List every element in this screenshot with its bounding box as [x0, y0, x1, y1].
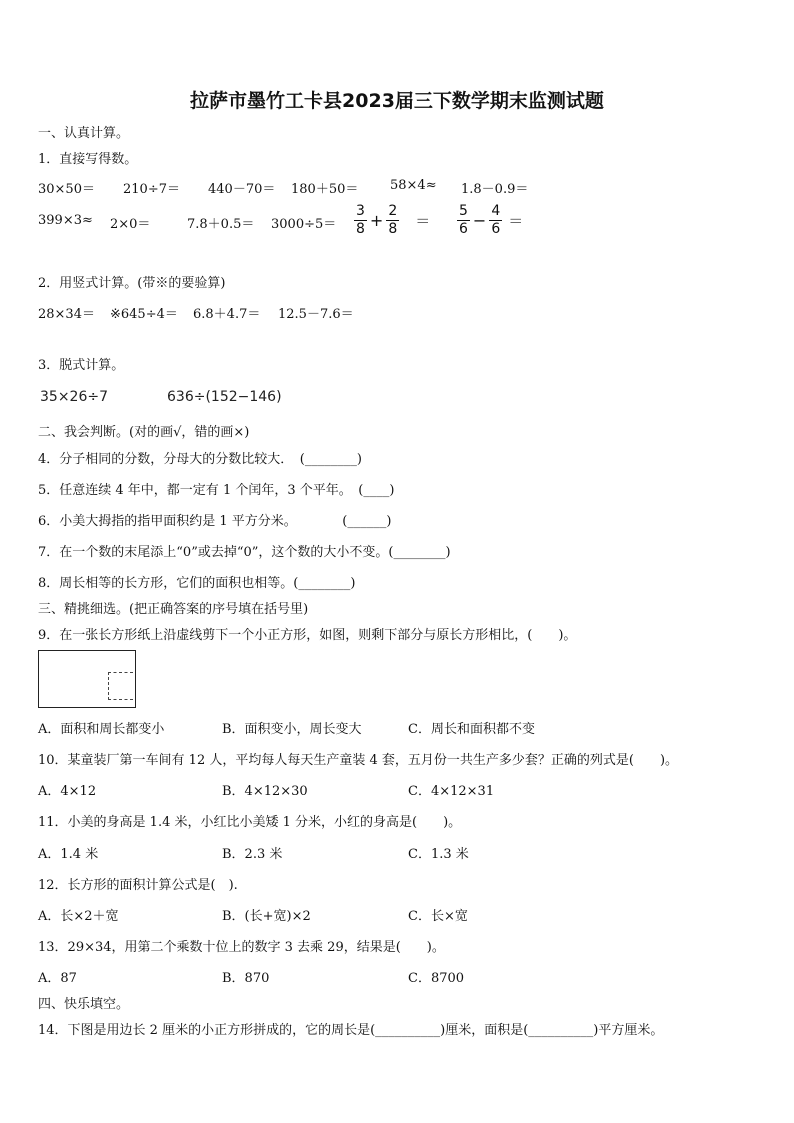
q12-option-c: C．长×宽 [408, 909, 468, 924]
q1-item: 399×3≈ [38, 213, 93, 228]
question-10-label: 10．某童装厂第一车间有 12 人，平均每人每天生产童装 4 套，五月份一共生产多少套？正确的列式是( )。 [38, 753, 679, 768]
q11-option-b: B．2.3 米 [222, 847, 283, 862]
question-14: 14．下图是用边长 2 厘米的小正方形拼成的，它的周长是(__________)厘米，面积是(__________)平方厘米。 [38, 1023, 664, 1038]
section-2-heading: 二、我会判断。(对的画√，错的画×) [38, 425, 250, 440]
q1-item: 1.8－0.9＝ [461, 182, 529, 197]
q1-item: 58×4≈ [390, 178, 437, 193]
q1-item: 210÷7＝ [123, 182, 180, 197]
q9-option-b: B．面积变小，周长变大 [222, 722, 362, 737]
q10-option-a: A．4×12 [38, 784, 97, 799]
question-12-label: 12．长方形的面积计算公式是( ). [38, 878, 238, 893]
question-5: 5．任意连续 4 年中，都一定有 1 个闰年，3 个平年。 (____) [38, 483, 395, 498]
q9-option-c: C．周长和面积都不变 [408, 722, 535, 737]
fraction: $\frac{4}{6}$ [491, 203, 501, 237]
q1-item: 180＋50＝ [291, 182, 359, 197]
fraction: $\frac{2}{8}$ [388, 203, 398, 237]
q11-option-c: C．1.3 米 [408, 847, 469, 862]
question-4: 4．分子相同的分数，分母大的分数比较大． (________) [38, 452, 362, 467]
fraction: $\frac{3}{8}$ [356, 203, 365, 237]
question-2-label: 2．用竖式计算。(带※的要验算) [38, 276, 226, 291]
q13-option-b: B．870 [222, 971, 270, 986]
q12-option-b: B．(长+宽)×2 [222, 909, 311, 924]
question-13-label: 13．29×34，用第二个乘数十位上的数字 3 去乘 29，结果是( )。 [38, 940, 445, 955]
q13-option-a: A．87 [38, 971, 77, 986]
q2-item: ※645÷4＝ [110, 307, 178, 322]
question-7: 7．在一个数的末尾添上“0”或去掉“0”，这个数的大小不变。(________) [38, 545, 451, 560]
q1-item: 2×0＝ [110, 217, 151, 232]
q2-item: 12.5－7.6＝ [278, 307, 354, 322]
q3-item: 35×26÷7 [40, 389, 108, 405]
q12-option-a: A．长×2＋宽 [38, 909, 119, 924]
q1-item: 30×50＝ [38, 182, 95, 197]
q10-option-b: B．4×12×30 [222, 784, 308, 799]
question-8: 8．周长相等的长方形，它们的面积也相等。(________) [38, 576, 356, 591]
q2-item: 6.8＋4.7＝ [193, 307, 261, 322]
fraction-expression-2: $\frac{5}{6}$ − $\frac{4}{6}$ ＝ [459, 203, 524, 237]
q1-item: 3000÷5＝ [271, 217, 337, 232]
q9-option-a: A．面积和周长都变小 [38, 722, 165, 737]
fraction: $\frac{5}{6}$ [459, 203, 468, 237]
question-6: 6．小美大拇指的指甲面积约是 1 平方分米。 (______) [38, 514, 392, 529]
rectangle-cut-figure [38, 650, 136, 708]
section-4-heading: 四、快乐填空。 [38, 997, 130, 1012]
section-1-heading: 一、认真计算。 [38, 126, 130, 141]
q1-item: 440－70＝ [208, 182, 276, 197]
question-3-label: 3．脱式计算。 [38, 358, 125, 373]
q3-item: 636÷(152−146) [167, 389, 282, 405]
q1-item: 7.8＋0.5＝ [187, 217, 255, 232]
question-11-label: 11．小美的身高是 1.4 米，小红比小美矮 1 分米，小红的身高是( )。 [38, 815, 462, 830]
question-1-label: 1．直接写得数。 [38, 152, 138, 167]
q11-option-a: A．1.4 米 [38, 847, 99, 862]
page-title: 拉萨市墨竹工卡县2023届三下数学期末监测试题 [190, 90, 604, 112]
q13-option-c: C．8700 [408, 971, 465, 986]
fraction-expression-1: $\frac{3}{8}$ + $\frac{2}{8}$ ＝ [356, 203, 431, 237]
q10-option-c: C．4×12×31 [408, 784, 495, 799]
q2-item: 28×34＝ [38, 307, 95, 322]
question-9-label: 9．在一张长方形纸上沿虚线剪下一个小正方形，如图，则剩下部分与原长方形相比，( )。 [38, 628, 577, 643]
dashed-square-cut [108, 672, 133, 700]
section-3-heading: 三、精挑细选。(把正确答案的序号填在括号里) [38, 602, 309, 617]
